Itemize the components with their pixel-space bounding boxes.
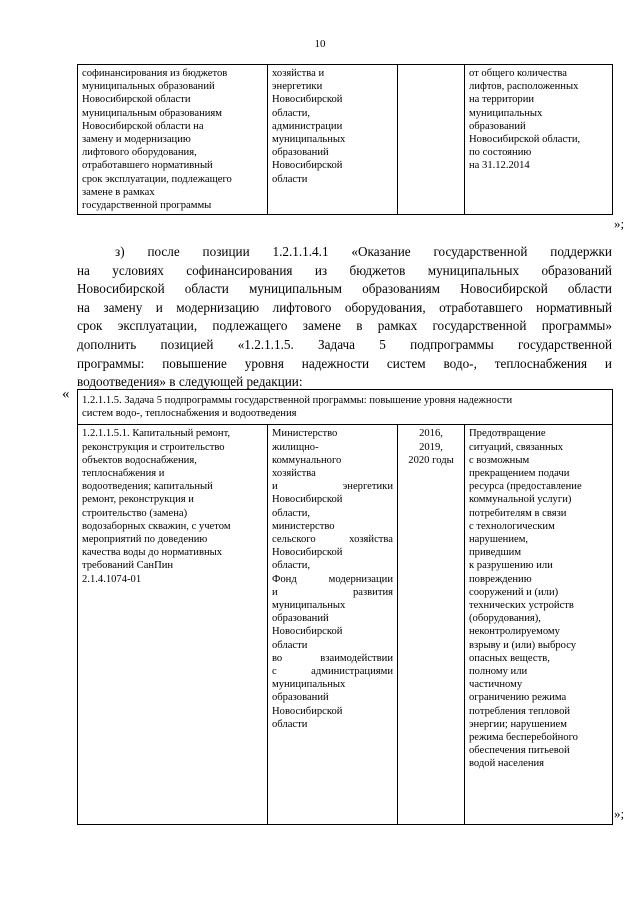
text-line: опасных веществ, — [469, 652, 550, 664]
cell-text — [469, 427, 608, 770]
text-line: муниципальных — [272, 679, 346, 691]
text-line: лифтов, расположенных — [469, 81, 579, 93]
text-line: энергии; нарушением — [469, 718, 567, 730]
text-line: потребления тепловой — [469, 705, 571, 717]
text-line: хозяйства — [272, 468, 316, 480]
table-cell-responsible — [268, 65, 398, 215]
text-line: хозяйства и — [272, 68, 325, 79]
cell-text — [82, 427, 263, 585]
text-line: 2016, — [419, 428, 443, 440]
text-line: нарушением, — [469, 534, 529, 546]
text-line: на территории — [469, 94, 535, 106]
text-line: с администрациями — [272, 666, 393, 678]
text-line: качества воды до нормативных — [82, 547, 223, 559]
text-line: области — [272, 639, 308, 651]
table-row — [78, 425, 613, 825]
closing-quote: »; — [614, 216, 625, 231]
text-line: и развития — [272, 586, 393, 598]
text-line: ограничению режима — [469, 692, 567, 704]
text-line: министерство — [272, 520, 335, 532]
text-line: водоотведения; капитальный — [82, 481, 213, 493]
text-line: реконструкция и строительство — [82, 441, 225, 453]
text-line: софинансирования из бюджетов — [82, 68, 228, 79]
cell-text — [272, 427, 393, 731]
continuation-table — [77, 64, 613, 215]
text-line: ресурса (предоставление — [469, 481, 582, 493]
text-line: (оборудования), — [469, 613, 541, 625]
text-line: объектов водоснабжения, — [82, 454, 197, 466]
text-line: лифтового оборудования, — [82, 147, 197, 159]
cell-text — [402, 427, 460, 467]
text-line: неконтролируемому — [469, 626, 560, 638]
text-line: жилищно- — [272, 441, 319, 453]
closing-quote: »; — [614, 806, 625, 821]
header-text — [82, 394, 608, 420]
text-line: по состоянию — [469, 147, 532, 159]
text-line: энергетики — [272, 81, 323, 93]
text-line: Новосибирской — [272, 94, 343, 106]
text-line: образований — [469, 120, 526, 132]
text-line: коммунальной услуги) — [469, 494, 572, 506]
table-header-row — [78, 390, 613, 425]
text-line: теплоснабжения и — [82, 468, 165, 480]
text-line: отработавшего нормативный — [82, 160, 213, 172]
text-line: прекращением подачи — [469, 468, 570, 480]
text-line: программы: повышение уровня надежности систем водо-, теплоснабжения и — [77, 355, 612, 371]
text-line: области, — [272, 107, 311, 119]
table-cell-result — [465, 425, 613, 825]
text-line: муниципальных — [272, 134, 346, 146]
text-line: повреждению — [469, 573, 532, 585]
body-paragraph — [77, 243, 612, 392]
text-line: режима бесперебойного — [469, 732, 578, 744]
text-line: Новосибирской области — [82, 94, 191, 106]
text-line: сооружений и (или) — [469, 586, 559, 598]
text-line: на 31.12.2014 — [469, 160, 530, 172]
text-line: Новосибирской — [272, 626, 343, 638]
text-line: к разрушению или — [469, 560, 553, 572]
text-line: полному или — [469, 666, 528, 678]
cell-text — [469, 67, 608, 173]
text-line: области — [272, 718, 308, 730]
text-line: Новосибирской — [272, 160, 343, 172]
text-line: 2020 годы — [408, 454, 454, 466]
text-line: от общего количества — [469, 68, 567, 79]
text-line: водоотведения» в следующей редакции: — [77, 374, 303, 390]
text-line: срок эксплуатации, подлежащего замене в рамках государственной программы» — [77, 318, 612, 334]
text-line: ситуаций, связанных — [469, 441, 564, 453]
text-line: во взаимодействии — [272, 652, 393, 664]
text-line: области, — [272, 560, 311, 572]
table-cell-period — [398, 65, 465, 215]
text-line: 1.2.1.1.5. Задача 5 подпрограммы государственной программы: повышение уровня надежности — [82, 395, 513, 406]
text-line: замену и модернизацию — [82, 134, 191, 146]
text-line: муниципальным образованиям — [82, 107, 222, 119]
text-line: ремонт, реконструкция и — [82, 494, 194, 506]
table-header-cell — [78, 390, 613, 425]
text-line: с возможным — [469, 454, 530, 466]
text-line: области — [272, 173, 308, 185]
text-line: Новосибирской области муниципальным образованиям Новосибирской области — [77, 281, 612, 297]
text-line: образований — [272, 147, 329, 159]
text-line: образований — [272, 692, 329, 704]
text-line: Новосибирской области, — [469, 134, 581, 146]
text-line: сельского хозяйства — [272, 534, 393, 546]
page-number: 10 — [314, 38, 326, 50]
text-line: Новосибирской — [272, 547, 343, 559]
text-line: з) после позиции 1.2.1.1.4.1 «Оказание государственной поддержки — [115, 244, 612, 259]
text-line: водой населения — [469, 758, 545, 770]
text-line: технических устройств — [469, 600, 574, 612]
text-line: на условиях софинансирования из бюджетов муниципальных образований — [77, 262, 612, 278]
text-line: 1.2.1.1.5.1. Капитальный ремонт, — [82, 428, 231, 440]
text-line: на замену и модернизацию лифтового оборудования, отработавшего нормативный — [77, 299, 612, 315]
text-line: образований — [272, 613, 329, 625]
text-line: мероприятий по доведению — [82, 534, 208, 546]
cell-text — [82, 67, 263, 212]
text-line: области, — [272, 507, 311, 519]
table-cell-responsible — [268, 425, 398, 825]
text-line: потребителям в связи — [469, 507, 567, 519]
text-line: Предотвращение — [469, 428, 546, 440]
text-line: строительство (замена) — [82, 507, 188, 519]
text-line: государственной программы — [82, 200, 212, 212]
text-line: Новосибирской области на — [82, 120, 204, 132]
text-line: администрации — [272, 120, 343, 132]
text-line: взрыву и (или) выбросу — [469, 639, 577, 651]
table-cell-measure — [78, 425, 268, 825]
text-line: дополнить позицией «1.2.1.1.5. Задача 5 подпрограммы государственной — [77, 336, 612, 352]
text-line: частичному — [469, 679, 523, 691]
text-line: Министерство — [272, 428, 338, 440]
text-line: муниципальных — [272, 600, 346, 612]
table-row — [78, 65, 613, 215]
text-line: и энергетики — [272, 481, 393, 493]
text-line: срок эксплуатации, подлежащего — [82, 173, 232, 185]
text-line: коммунального — [272, 454, 342, 466]
text-line: систем водо-, теплоснабжения и водоотведения — [82, 408, 297, 420]
text-line: обеспечения питьевой — [469, 745, 570, 757]
table-cell-period — [398, 425, 465, 825]
text-line: Фонд модернизации — [272, 573, 393, 585]
text-line: водозаборных скважин, с учетом — [82, 520, 231, 532]
text-line: требований СанПин — [82, 560, 174, 572]
text-line: Новосибирской — [272, 494, 343, 506]
text-line: муниципальных — [469, 107, 543, 119]
cell-text — [272, 67, 393, 186]
table-cell-measure — [78, 65, 268, 215]
text-line: 2019, — [419, 441, 443, 453]
text-line: Новосибирской — [272, 705, 343, 717]
opening-quote: « — [62, 386, 70, 402]
text-line: приведшим — [469, 547, 522, 559]
table-cell-result — [465, 65, 613, 215]
text-line: муниципальных образований — [82, 81, 215, 93]
text-line: 2.1.4.1074-01 — [82, 573, 142, 585]
text-line: замене в рамках — [82, 186, 155, 198]
new-position-table — [77, 389, 613, 825]
text-line: с технологическим — [469, 520, 555, 532]
